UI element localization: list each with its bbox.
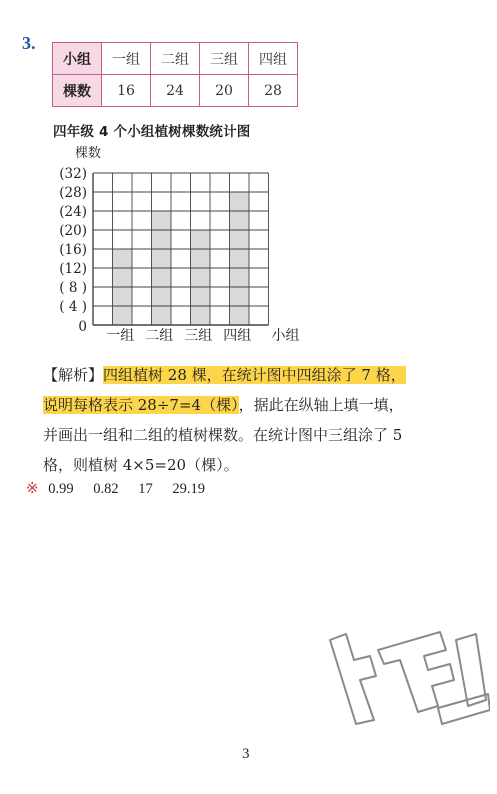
y-tick-label: ( 4 ) xyxy=(59,299,87,315)
count-cell: 16 xyxy=(102,75,151,107)
answer-line xyxy=(26,479,221,498)
x-axis-label: 小组 xyxy=(271,328,300,344)
row-header-group: 小组 xyxy=(53,43,102,75)
y-tick-label: (24) xyxy=(59,204,87,220)
group-cell: 二组 xyxy=(151,43,200,75)
x-tick-label: 四组 xyxy=(223,328,252,344)
explanation-label: 【解析】 xyxy=(43,366,104,384)
answer-value: 29.19 xyxy=(172,481,205,497)
y-tick-label: (12) xyxy=(59,261,87,277)
reference-mark: ※ xyxy=(26,481,39,497)
answer-value: 0.99 xyxy=(48,481,74,497)
chart-title: 四年级 4 个小组植树棵数统计图 xyxy=(53,124,251,140)
x-tick-label: 二组 xyxy=(145,328,174,344)
group-cell: 四组 xyxy=(249,43,298,75)
count-cell: 24 xyxy=(151,75,200,107)
x-tick-label: 一组 xyxy=(106,328,135,344)
group-cell: 一组 xyxy=(102,43,151,75)
explanation-line-4: 格，则植树 4×5=20（棵）。 xyxy=(43,456,239,474)
chart-bar xyxy=(230,192,250,325)
y-axis-label: 棵数 xyxy=(75,146,102,161)
explanation-line-3: 并画出一组和二组的植树棵数。在统计图中三组涂了 5 xyxy=(43,426,403,444)
explanation xyxy=(43,360,473,480)
explanation-text: ，据此在纵轴上填一填， xyxy=(238,396,404,414)
answer-value: 17 xyxy=(138,481,153,497)
question-number: 3. xyxy=(22,33,36,53)
count-cell: 28 xyxy=(249,75,298,107)
bar-chart xyxy=(0,0,497,350)
watermark-logo xyxy=(320,620,490,730)
count-cell: 20 xyxy=(200,75,249,107)
explanation-line-2 xyxy=(43,390,473,420)
highlighted-text: 四组植树 28 棵，在统计图中四组涂了 7 格， xyxy=(103,366,406,384)
y-tick-label: (16) xyxy=(59,242,87,258)
highlighted-text: 说明每格表示 28÷7=4（棵） xyxy=(43,396,239,414)
page-number: 3 xyxy=(242,746,250,762)
y-tick-label: (20) xyxy=(59,223,87,239)
y-tick-label: 0 xyxy=(78,319,87,335)
answer-value: 0.82 xyxy=(93,481,119,497)
y-tick-label: ( 8 ) xyxy=(59,280,87,296)
x-tick-label: 三组 xyxy=(184,328,213,344)
explanation-line-1 xyxy=(43,360,473,390)
y-tick-label: (32) xyxy=(59,166,87,182)
row-header-count: 棵数 xyxy=(53,75,102,107)
y-tick-label: (28) xyxy=(59,185,87,201)
chart-bar xyxy=(191,230,211,325)
group-cell: 三组 xyxy=(200,43,249,75)
